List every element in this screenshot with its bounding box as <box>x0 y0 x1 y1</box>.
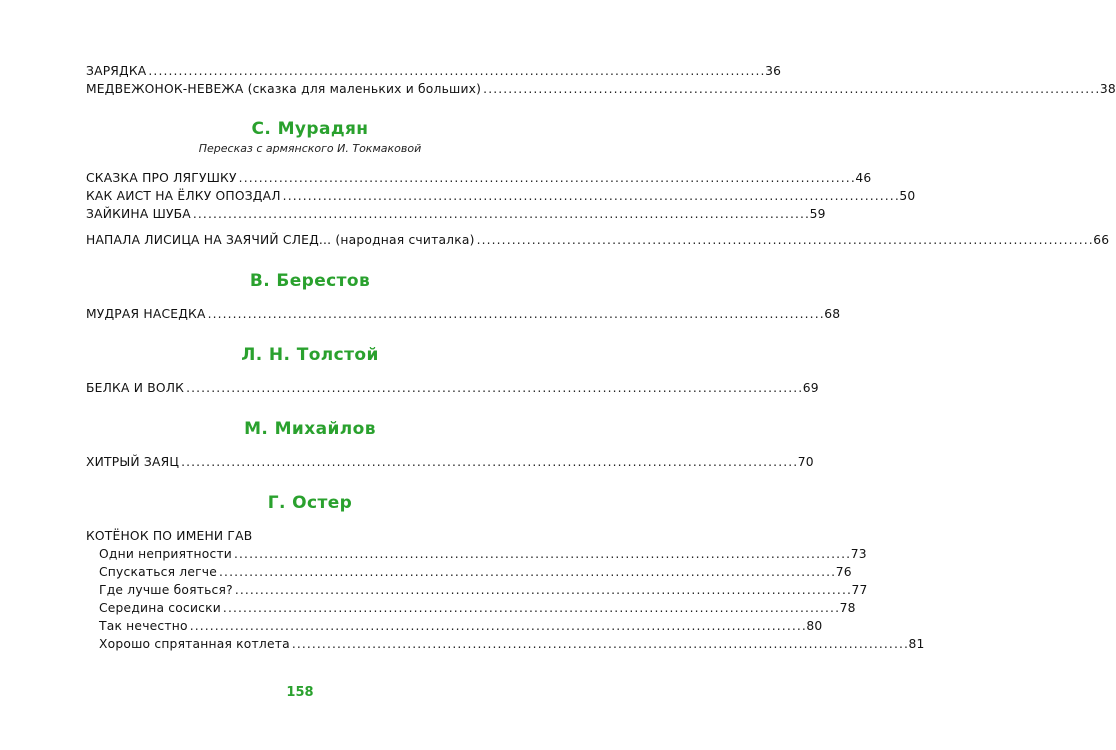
entry-title: МЕДВЕЖОНОК-НЕВЕЖА (сказка для маленьких и больших) <box>86 82 482 96</box>
entry-page: 66 <box>1093 233 1110 247</box>
author-heading: Г. Остер <box>267 493 353 513</box>
toc-entry[interactable] <box>86 379 819 397</box>
entry-page: 50 <box>899 189 916 203</box>
dot-leader <box>239 169 854 187</box>
dot-leader <box>223 599 838 617</box>
author-heading: Л. Н. Толстой <box>241 345 379 365</box>
entry-title: Середина сосиски <box>99 601 221 615</box>
entry-title: Спускаться легче <box>99 565 218 579</box>
entry-title: КАК АИСТ НА ЁЛКУ ОПОЗДАЛ <box>86 189 281 203</box>
dot-leader <box>292 635 907 653</box>
toc-entry[interactable] <box>86 581 868 599</box>
toc-entry[interactable] <box>86 617 823 635</box>
toc-entry[interactable] <box>86 453 814 471</box>
author-heading: В. Берестов <box>249 271 371 291</box>
entry-title: Хорошо спрятанная котлета <box>99 637 290 651</box>
entry-page: 78 <box>839 601 856 615</box>
toc-entry[interactable] <box>86 599 856 617</box>
entry-title: Где лучше бояться? <box>99 583 233 597</box>
entry-title: ЗАЙКИНА ШУБА <box>86 207 191 221</box>
dot-leader <box>181 453 796 471</box>
page-number: 158 <box>286 685 314 700</box>
entry-title: ХИТРЫЙ ЗАЯЦ <box>86 455 180 469</box>
toc-entry[interactable] <box>86 545 867 563</box>
dot-leader <box>190 617 805 635</box>
toc-entry[interactable] <box>86 169 872 187</box>
dot-leader <box>483 80 1098 98</box>
entry-page: 77 <box>851 583 868 597</box>
entry-title: Одни неприятности <box>99 547 233 561</box>
entry-title: НАПАЛА ЛИСИЦА НА ЗАЯЧИЙ СЛЕД... (народная считалка) <box>86 233 475 247</box>
entry-title: Так нечестно <box>99 619 188 633</box>
toc-entry[interactable] <box>86 305 841 323</box>
dot-leader <box>235 581 850 599</box>
toc-entry[interactable] <box>86 563 852 581</box>
entry-title: СКАЗКА ПРО ЛЯГУШКУ <box>86 171 237 185</box>
toc-entry[interactable] <box>86 635 925 653</box>
translation-note: Пересказ с армянского И. Токмаковой <box>198 142 422 155</box>
entry-page: 68 <box>824 307 841 321</box>
entry-title: МУДРАЯ НАСЕДКА <box>86 307 206 321</box>
entry-page: 81 <box>908 637 925 651</box>
entry-page: 70 <box>797 455 814 469</box>
entry-title: ЗАРЯДКА <box>86 64 147 78</box>
group-title: КОТЁНОК ПО ИМЕНИ ГАВ <box>86 529 253 543</box>
toc-entry[interactable] <box>86 187 916 205</box>
dot-leader <box>208 305 823 323</box>
entry-page: 80 <box>806 619 823 633</box>
entry-page: 36 <box>765 64 782 78</box>
entry-title: БЕЛКА И ВОЛК <box>86 381 185 395</box>
toc-entry[interactable] <box>86 205 826 223</box>
toc-entry[interactable] <box>86 80 1116 98</box>
toc-group-heading <box>86 527 534 545</box>
entry-page: 69 <box>802 381 819 395</box>
author-heading: М. Михайлов <box>244 419 376 439</box>
dot-leader <box>477 231 1092 249</box>
dot-leader <box>283 187 898 205</box>
entry-page: 59 <box>809 207 826 221</box>
toc-entry[interactable] <box>86 62 782 80</box>
entry-page: 76 <box>835 565 852 579</box>
dot-leader <box>193 205 808 223</box>
toc-entry[interactable] <box>86 231 1110 249</box>
entry-page: 73 <box>850 547 867 561</box>
dot-leader <box>219 563 834 581</box>
dot-leader <box>234 545 849 563</box>
dot-leader <box>148 62 763 80</box>
entry-page: 38 <box>1099 82 1116 96</box>
table-of-contents <box>86 62 1116 653</box>
dot-leader <box>186 379 801 397</box>
author-heading: С. Мурадян <box>251 119 369 139</box>
entry-page: 46 <box>855 171 872 185</box>
